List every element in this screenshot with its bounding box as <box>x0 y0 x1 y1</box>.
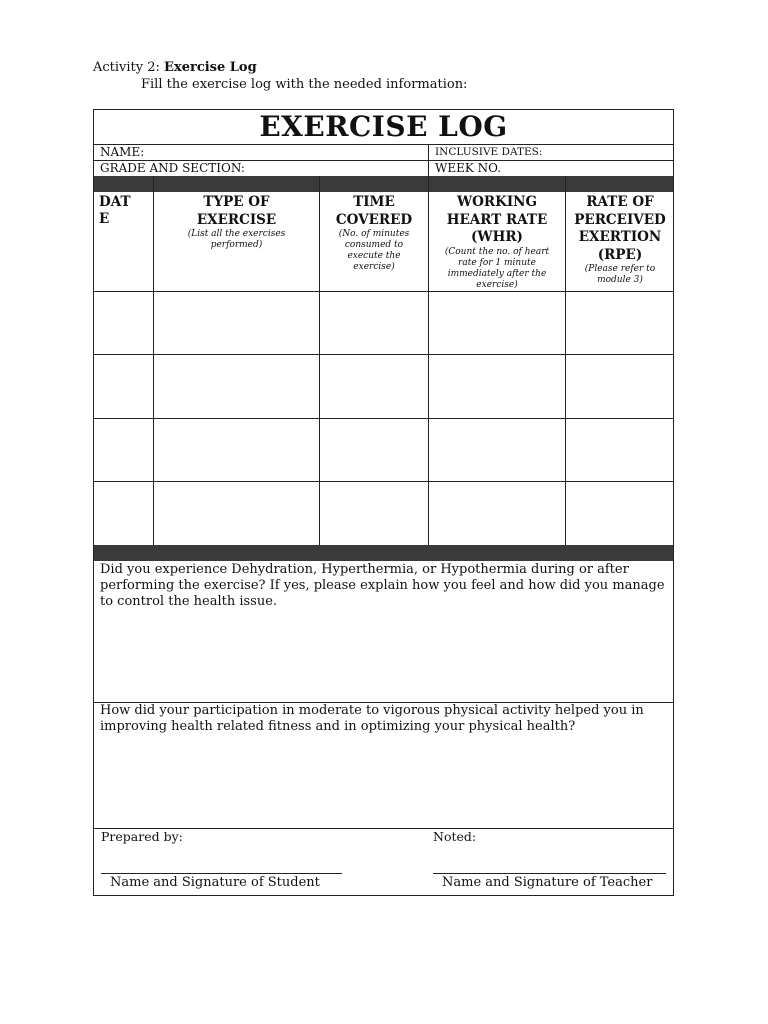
col-header-note: (No. of minutes consumed to execute the exercise) <box>338 229 410 272</box>
reflection-question-1: Did you experience Dehydration, Hyperthermia, or Hypothermia during or after performing the exercise? If yes, please explain how you feel and how did you manage to control the health issue. <box>100 562 665 609</box>
header-shade-bar <box>94 176 673 192</box>
col-header-note: (Please refer to module 3) <box>584 264 656 285</box>
col-header-line: TIME <box>353 194 395 210</box>
table-row[interactable] <box>94 355 673 418</box>
answer-area-1[interactable] <box>94 562 673 702</box>
teacher-signature-line[interactable] <box>433 873 666 874</box>
divider <box>428 144 429 176</box>
col-header-type-of-exercise <box>154 194 319 251</box>
divider <box>94 144 673 145</box>
name-label: NAME: <box>100 145 145 159</box>
table-row[interactable] <box>94 292 673 354</box>
week-no-label: WEEK NO. <box>435 161 502 175</box>
col-header-rpe <box>566 194 674 286</box>
col-header-working-heart-rate <box>429 194 565 291</box>
table-row[interactable] <box>94 482 673 545</box>
col-header-line: RATE OF <box>586 194 654 210</box>
col-header-line: PERCEIVED <box>574 211 666 228</box>
grade-section-label: GRADE AND SECTION: <box>100 161 245 175</box>
activity-prefix: Activity 2: <box>93 60 165 75</box>
noted-label: Noted: <box>433 829 477 844</box>
inclusive-dates-label: INCLUSIVE DATES: <box>435 146 543 158</box>
col-header-line: HEART RATE <box>446 211 548 228</box>
col-header-line: DAT <box>99 194 131 210</box>
answer-area-2[interactable] <box>94 703 673 828</box>
activity-title: Exercise Log <box>164 60 257 75</box>
activity-heading <box>93 60 257 75</box>
footer-shade-bar <box>94 545 673 561</box>
col-header-time-covered <box>320 194 428 273</box>
student-signature-line[interactable] <box>101 873 342 874</box>
exercise-log-form <box>93 109 674 896</box>
col-header-line: (RPE) <box>597 246 643 263</box>
col-header-line: WORKING <box>456 194 538 210</box>
prepared-by-label: Prepared by: <box>101 829 183 844</box>
teacher-signature-label: Name and Signature of Teacher <box>442 875 653 890</box>
col-header-line: EXERTION <box>578 229 662 245</box>
reflection-question-2: How did your participation in moderate to vigorous physical activity helped you in improving health related fitness and in optimizing your physical health? <box>100 703 644 734</box>
col-header-note: (List all the exercises performed) <box>187 229 286 250</box>
col-header-line: EXERCISE <box>196 211 277 228</box>
form-title: EXERCISE LOG <box>259 110 508 143</box>
col-header-line: COVERED <box>335 211 413 228</box>
col-header-line: E <box>99 211 110 227</box>
student-signature-label: Name and Signature of Student <box>110 875 320 890</box>
instruction-text: Fill the exercise log with the needed information: <box>141 77 468 92</box>
col-header-line: TYPE OF <box>203 194 270 210</box>
col-header-line: (WHR) <box>471 229 523 245</box>
col-header-note: (Count the no. of heart rate for 1 minute immediately after the exercise) <box>444 246 550 290</box>
col-header-date <box>94 194 153 228</box>
table-row[interactable] <box>94 419 673 481</box>
